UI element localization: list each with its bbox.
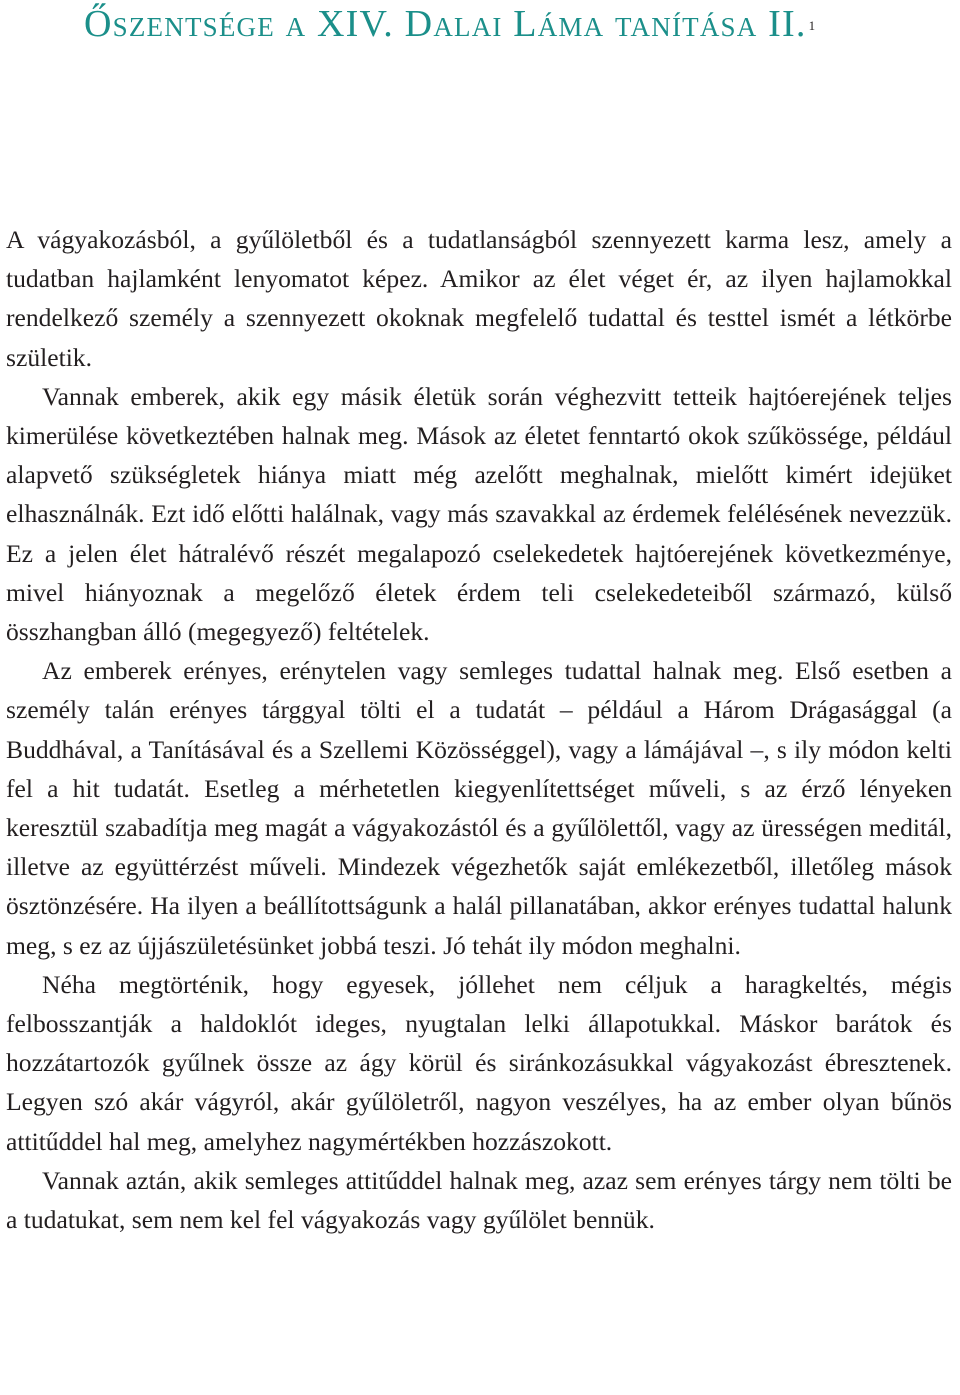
page-title-text: Őszentsége a XIV. Dalai Láma tanítása II. [84,3,807,45]
page-title [84,2,815,46]
paragraph-death-causes: Vannak emberek, akik egy másik életük során véghezvitt tetteik hajtóerejének teljes kimerülése következtében halnak meg. Mások az életet fenntartó okok szűkössége, például alapvető szükségletek hiánya miatt még azelőtt meghalnak, mielőtt kimért idejüket elhasználnák. Ezt idő előtti halálnak, vagy más szavakkal az érdemek felélésének nevezzük. Ez a jelen élet hátralévő részét megalapozó cselekedetek hajtóerejének következménye, mivel hiányoznak a megelőző életek érdem teli cselekedeteiből származó, külső összhangban álló (megegyező) feltételek. [6,381,952,647]
footnote-reference: 1 [808,18,816,33]
paragraph-disturbing-others: Néha megtörténik, hogy egyesek, jóllehet nem céljuk a haragkeltés, mégis felbosszantják a haldoklót ideges, nyugtalan lelki állapotukkal. Máskor barátok és hozzátartozók gyűlnek össze az ágy körül és siránkozásukkal vágyakozást ébresztenek. Legyen szó akár vágyról, akár gyűlöletről, nagyon veszélyes, ha az ember olyan bűnös attitűddel hal meg, amelyhez nagymértékben hozzászokott. [6,969,952,1156]
body-text [6,220,952,1239]
paragraph-karma: A vágyakozásból, a gyűlöletből és a tudatlanságból szennyezett karma lesz, amely a tudatban hajlamként lenyomatot képez. Amikor az élet véget ér, az ilyen hajlamokkal rendelkező személy a szennyezett okoknak megfelelő tudattal és testtel ismét a létkörbe születik. [6,225,952,372]
paragraph-virtuous-mind: Az emberek erényes, erénytelen vagy semleges tudattal halnak meg. Első esetben a személy talán erényes tárggyal tölti el a tudatát – például a Három Drágasággal (a Buddhával, a Tanításával és a Szellemi Közösséggel), vagy a lámájával –, s ily módon kelti fel a hit tudatát. Esetleg a mérhetetlen kiegyenlítettséget műveli, s az érző lényeken keresztül szabadítja meg magát a vágyakozástól és a gyűlölettől, vagy az ürességen meditál, illetve az együttérzést műveli. Mindezek végezhetők saját emlékezetből, illetőleg mások ösztönzésére. Ha ilyen a beállítottságunk a halál pillanatában, akkor erényes tudattal halunk meg, s ez az újjászületésünket jobbá teszi. Jó tehát ily módon meghalni. [6,656,952,960]
paragraph-neutral-attitude: Vannak aztán, akik semleges attitűddel halnak meg, azaz sem erényes tárgy nem tölti be a tudatukat, sem nem kel fel vágyakozás vagy gyűlölet bennük. [6,1165,952,1235]
